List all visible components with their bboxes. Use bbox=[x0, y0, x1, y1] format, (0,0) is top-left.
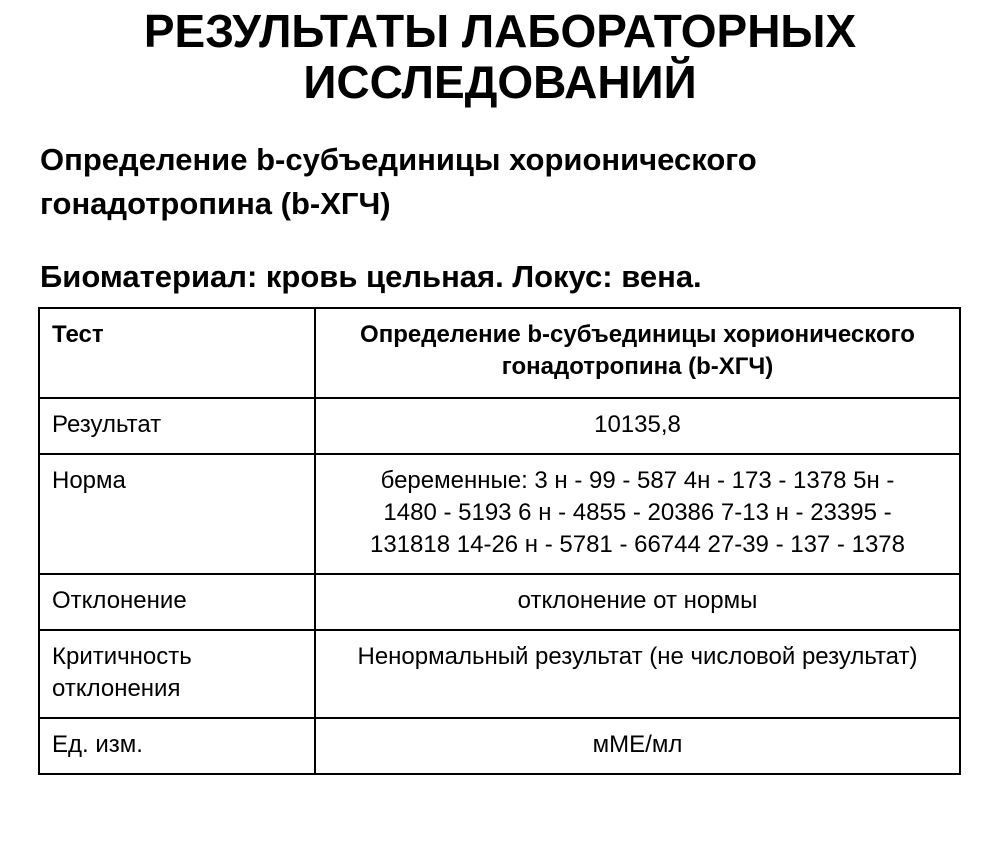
row-value-norm-line-1: беременные: 3 н - 99 - 587 4н - 173 - 1378 5н - bbox=[380, 467, 895, 494]
row-value-test-line-2: гонадотропина (b-ХГЧ) bbox=[501, 353, 774, 380]
row-value-norm bbox=[315, 454, 960, 574]
test-name-heading bbox=[40, 138, 940, 226]
row-label-criticality-line-2: отклонения bbox=[52, 675, 181, 702]
row-value-test bbox=[315, 308, 960, 398]
row-label-norm: Норма bbox=[39, 454, 315, 574]
page-title-line-1: РЕЗУЛЬТАТЫ ЛАБОРАТОРНЫХ bbox=[143, 5, 857, 57]
row-value-criticality: Ненормальный результат (не числовой результат) bbox=[315, 630, 960, 718]
table-row-test bbox=[39, 308, 960, 398]
page-title bbox=[0, 6, 1000, 108]
row-label-result: Результат bbox=[39, 398, 315, 454]
row-value-unit: мМЕ/мл bbox=[315, 718, 960, 774]
table-row-criticality bbox=[39, 630, 960, 718]
table-row-deviation bbox=[39, 574, 960, 630]
row-value-norm-line-3: 131818 14-26 н - 5781 - 66744 27-39 - 137 - 1378 bbox=[370, 531, 905, 558]
row-value-deviation: отклонение от нормы bbox=[315, 574, 960, 630]
row-label-criticality-line-1: Критичность bbox=[52, 643, 192, 670]
row-label-test: Тест bbox=[39, 308, 315, 398]
biomaterial-heading: Биоматериал: кровь цельная. Локус: вена. bbox=[40, 259, 702, 294]
row-value-norm-line-2: 1480 - 5193 6 н - 4855 - 20386 7-13 н - 23395 - bbox=[383, 499, 892, 526]
test-name-heading-line-1: Определение b-субъединицы хорионического bbox=[40, 142, 757, 177]
row-value-test-line-1: Определение b-субъединицы хорионического bbox=[360, 321, 915, 348]
row-label-criticality bbox=[39, 630, 315, 718]
test-name-heading-line-2: гонадотропина (b-ХГЧ) bbox=[40, 186, 391, 221]
row-label-deviation: Отклонение bbox=[39, 574, 315, 630]
page-title-line-2: ИССЛЕДОВАНИЙ bbox=[303, 56, 697, 108]
table-row-unit bbox=[39, 718, 960, 774]
table-row-result bbox=[39, 398, 960, 454]
row-value-result: 10135,8 bbox=[315, 398, 960, 454]
results-table bbox=[38, 307, 961, 775]
row-label-unit: Ед. изм. bbox=[39, 718, 315, 774]
table-row-norm bbox=[39, 454, 960, 574]
